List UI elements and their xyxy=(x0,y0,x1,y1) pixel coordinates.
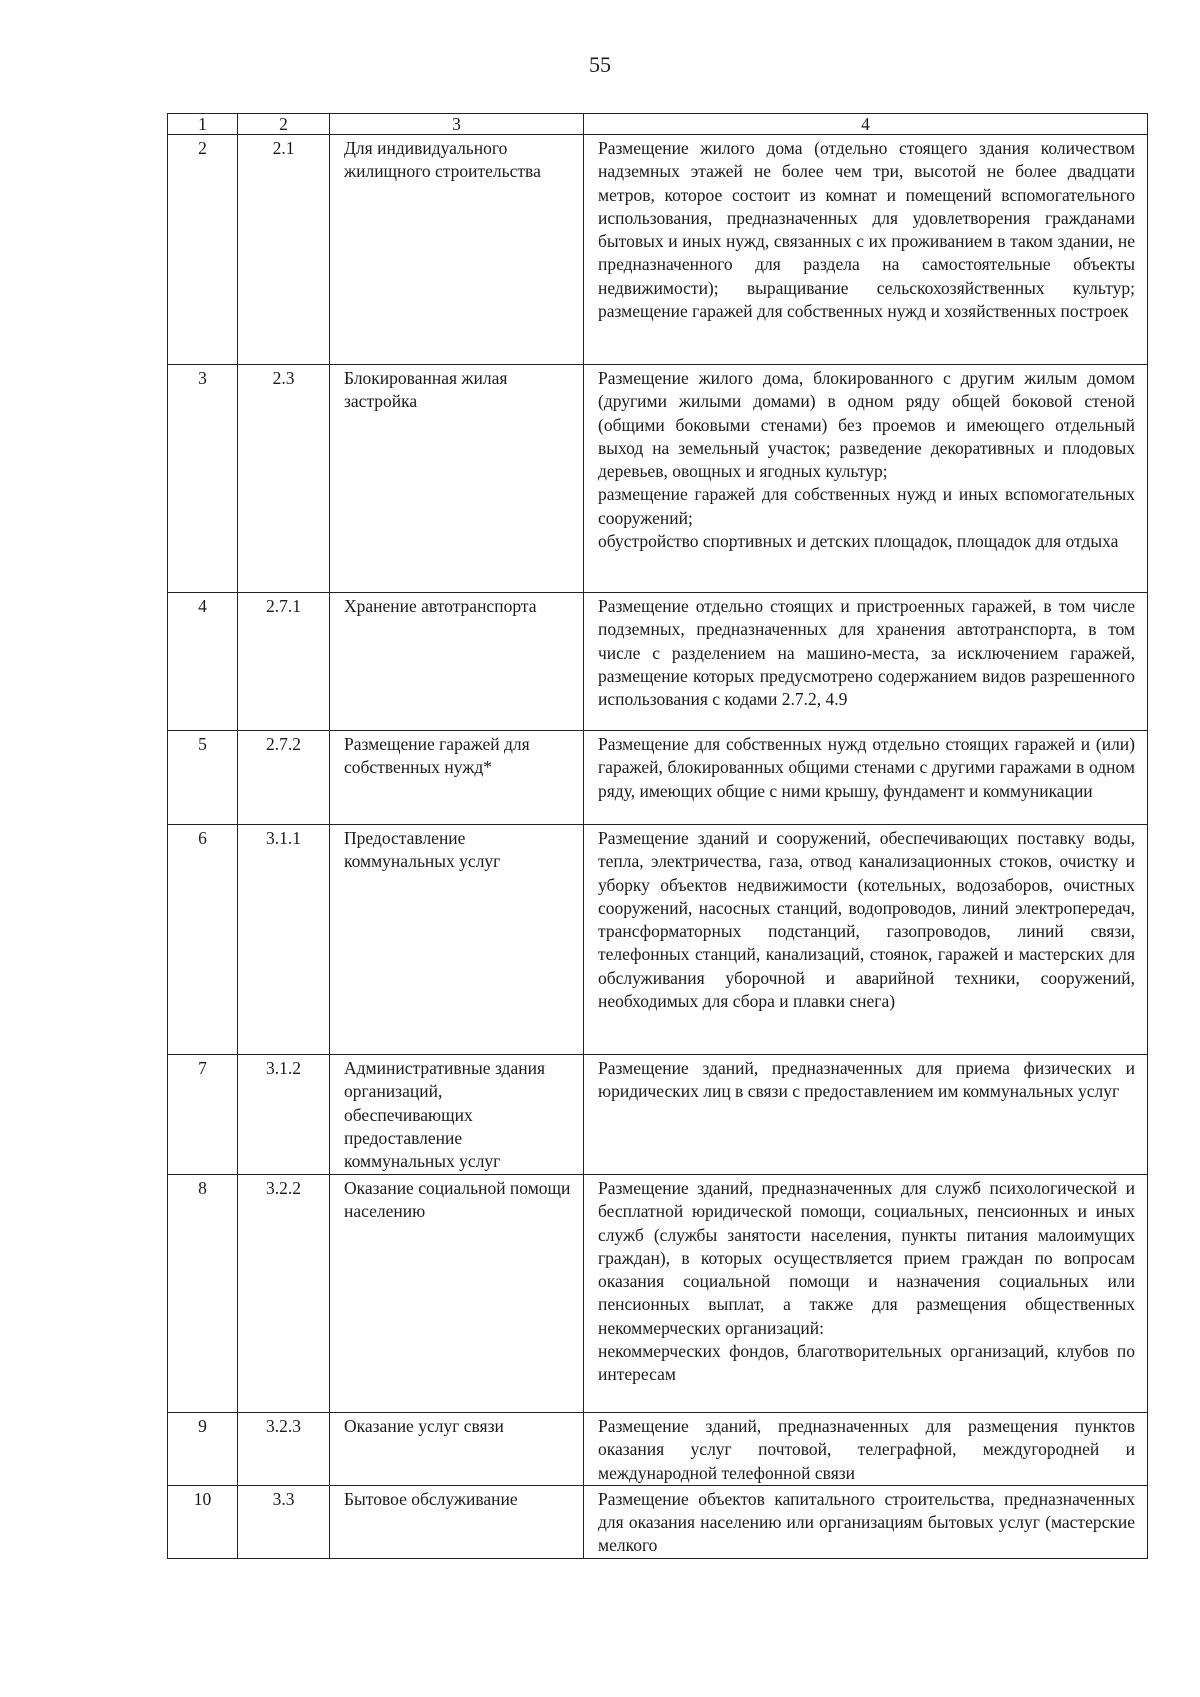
description-paragraph: Размещение зданий и сооружений, обеспечивающих поставку воды, тепла, электричества, газа, отвод канализационных стоков, очистку и уборку объектов недвижимости (котельных, водозаборов, очистных сооружений, насосных станций, водопроводов, линий электропередач, трансформаторных подстанций, газопроводов, линий связи, телефонных станций, канализаций, стоянок, гаражей и мастерских для обслуживания уборочной и аварийной техники, сооружений, необходимых для сбора и плавки снега) xyxy=(598,828,1135,1012)
header-cell-2: 2 xyxy=(238,114,330,135)
use-name-cell: Для индивидуального жилищного строительства xyxy=(330,135,584,365)
description-cell xyxy=(584,135,1148,365)
code-cell: 2.7.2 xyxy=(238,731,330,825)
description-paragraph: обустройство спортивных и детских площадок, площадок для отдыха xyxy=(598,531,1119,552)
use-name-cell: Предоставление коммунальных услуг xyxy=(330,825,584,1055)
description-cell xyxy=(584,1055,1148,1175)
row-number-cell: 10 xyxy=(168,1485,238,1558)
description-cell xyxy=(584,731,1148,825)
description-paragraph: Размещение отдельно стоящих и пристроенных гаражей, в том числе подземных, предназначенных для хранения автотранспорта, в том числе с разделением на машино-места, за исключением гаражей, размещение которых предусмотрено содержанием видов разрешенного использования с кодами 2.7.2, 4.9 xyxy=(598,596,1135,710)
use-name-cell: Хранение автотранспорта xyxy=(330,593,584,731)
table-row xyxy=(168,1055,1148,1175)
table-row xyxy=(168,731,1148,825)
row-number-cell: 2 xyxy=(168,135,238,365)
description-paragraph: Размещение для собственных нужд отдельно стоящих гаражей и (или) гаражей, блокированных общими стенами с другими гаражами в одном ряду, имеющих общие с ними крышу, фундамент и коммуникации xyxy=(598,734,1135,801)
table-row xyxy=(168,135,1148,365)
table-row xyxy=(168,1485,1148,1558)
description-paragraph: Размещение объектов капитального строительства, предназначенных для оказания населению или организациям бытовых услуг (мастерские мелкого xyxy=(598,1488,1135,1556)
header-cell-4: 4 xyxy=(584,114,1148,135)
code-cell: 3.1.2 xyxy=(238,1055,330,1175)
description-cell xyxy=(584,825,1148,1055)
use-name-cell: Размещение гаражей для собственных нужд* xyxy=(330,731,584,825)
code-cell: 3.1.1 xyxy=(238,825,330,1055)
table-header-row xyxy=(168,114,1148,135)
row-number-cell: 4 xyxy=(168,593,238,731)
description-paragraph: Размещение жилого дома (отдельно стоящего здания количеством надземных этажей не более чем три, высотой не более двадцати метров, которое состоит из комнат и помещений вспомогательного использования, предназначенных для удовлетворения гражданами бытовых и иных нужд, связанных с их проживанием в таком здании, не предназначенного для раздела на самостоятельные объекты недвижимости); выращивание сельскохозяйственных культур; размещение гаражей для собственных нужд и хозяйственных построек xyxy=(598,138,1135,322)
table-row xyxy=(168,1413,1148,1486)
header-cell-3: 3 xyxy=(330,114,584,135)
description-paragraph: некоммерческих фондов, благотворительных организаций, клубов по интересам xyxy=(598,1341,1135,1385)
row-number-cell: 9 xyxy=(168,1413,238,1486)
row-number-cell: 6 xyxy=(168,825,238,1055)
use-name-cell: Блокированная жилая застройка xyxy=(330,365,584,593)
row-number-cell: 8 xyxy=(168,1175,238,1413)
table-row xyxy=(168,365,1148,593)
description-paragraph: Размещение зданий, предназначенных для приема физических и юридических лиц в связи с предоставлением им коммунальных услуг xyxy=(598,1058,1135,1102)
description-cell xyxy=(584,365,1148,593)
description-cell xyxy=(584,1485,1148,1558)
use-name-cell: Оказание социальной помощи населению xyxy=(330,1175,584,1413)
use-name-cell: Бытовое обслуживание xyxy=(330,1485,584,1558)
header-cell-1: 1 xyxy=(168,114,238,135)
row-number-cell: 7 xyxy=(168,1055,238,1175)
description-paragraph: Размещение зданий, предназначенных для служб психологической и бесплатной юридической помощи, социальных, пенсионных и иных служб (службы занятости населения, пункты питания малоимущих граждан), в которых осуществляется прием граждан по вопросам оказания социальной помощи и назначения социальных или пенсионных выплат, а также для размещения общественных некоммерческих организаций: xyxy=(598,1178,1135,1338)
code-cell: 2.3 xyxy=(238,365,330,593)
code-cell: 2.1 xyxy=(238,135,330,365)
use-name-cell: Оказание услуг связи xyxy=(330,1413,584,1486)
land-use-table xyxy=(167,113,1148,1559)
code-cell: 3.2.3 xyxy=(238,1413,330,1486)
row-number-cell: 5 xyxy=(168,731,238,825)
code-cell: 3.2.2 xyxy=(238,1175,330,1413)
description-paragraph: Размещение зданий, предназначенных для размещения пунктов оказания услуг почтовой, телеграфной, междугородней и международной телефонной связи xyxy=(598,1416,1135,1483)
page-number: 55 xyxy=(589,52,611,77)
description-paragraph: Размещение жилого дома, блокированного с другим жилым домом (другими жилыми домами) в одном ряду общей боковой стеной (общими боковыми стенами) без проемов и имеющего отдельный выход на земельный участок; разведение декоративных и плодовых деревьев, овощных и ягодных культур; xyxy=(598,368,1135,482)
description-cell xyxy=(584,1413,1148,1486)
description-cell xyxy=(584,1175,1148,1413)
table-row xyxy=(168,593,1148,731)
table-row xyxy=(168,1175,1148,1413)
row-number-cell: 3 xyxy=(168,365,238,593)
table-row xyxy=(168,825,1148,1055)
description-paragraph: размещение гаражей для собственных нужд и иных вспомогательных сооружений; xyxy=(598,484,1135,528)
code-cell: 3.3 xyxy=(238,1485,330,1558)
description-cell xyxy=(584,593,1148,731)
use-name-cell: Административные здания организаций, обеспечивающих предоставление коммунальных услуг xyxy=(330,1055,584,1175)
code-cell: 2.7.1 xyxy=(238,593,330,731)
